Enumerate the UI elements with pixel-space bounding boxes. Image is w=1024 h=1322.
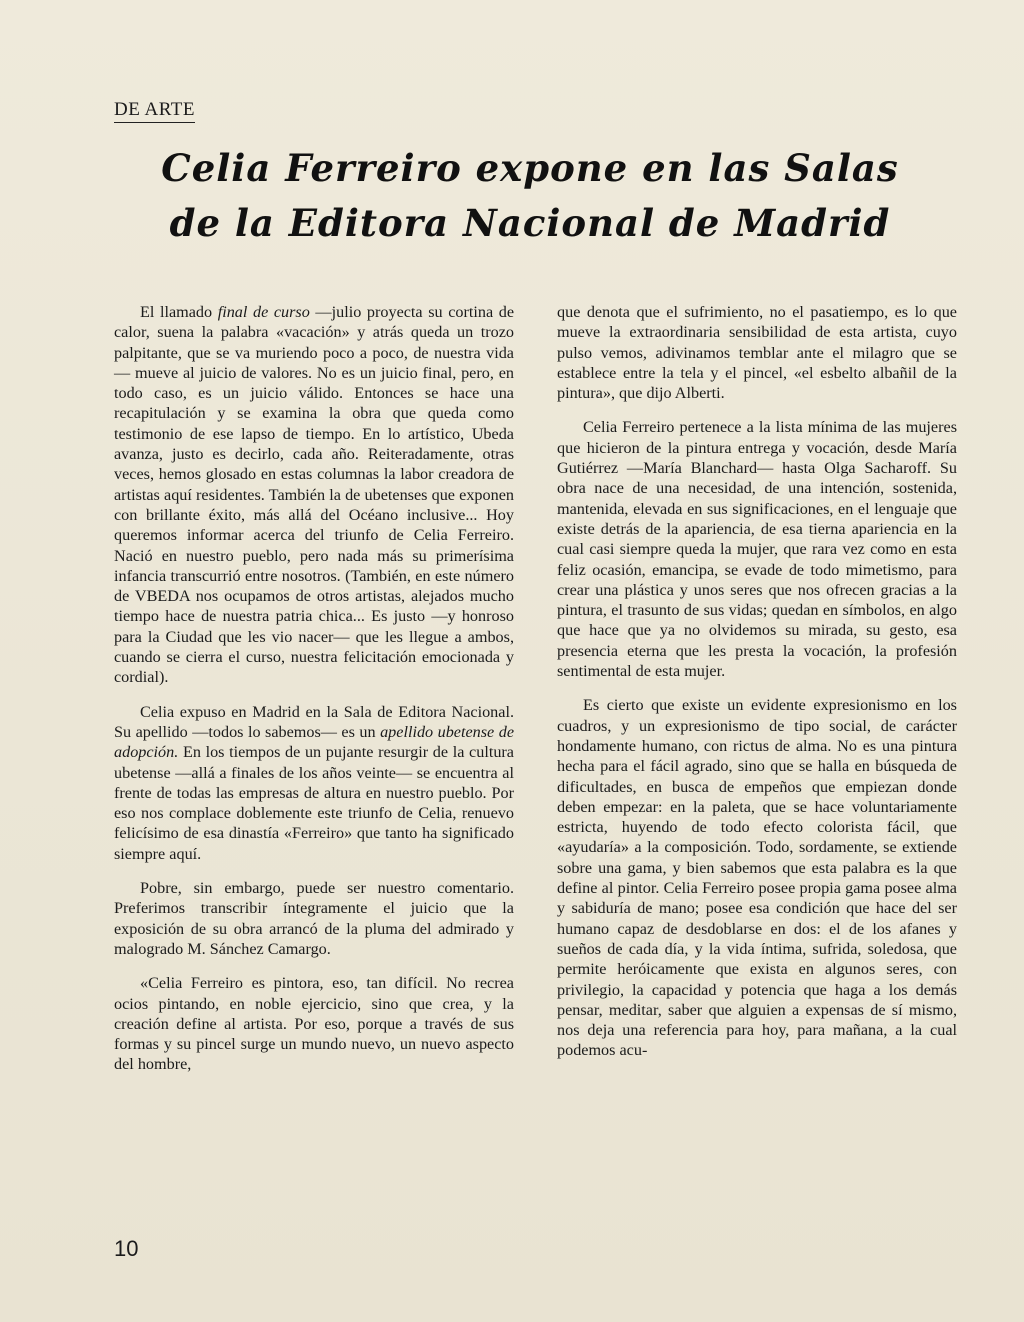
paragraph-text: —julio proyecta su cortina de calor, suena la palabra «vacación» y atrás queda un trozo palpitante, que se va muriendo poco a poco, de nuestra vida— mueve al juicio de valores. No es un juicio final, pero, en todo caso, es un juicio válido. Entonces se hace una recapitulación y se examina la obra que queda como testimonio de ese lapso de tiempo. En lo artístico, Ubeda avanza, justo es decirlo, cada año. Reiteradamente, otras veces, hemos glosado en estas columnas la labor creadora de artistas aquí residentes. También la de ubetenses que exponen con brillante éxito, más allá del Océano inclusive... Hoy queremos informar acerca del triunfo de Celia Ferreiro. Nació en nuestro pueblo, pero nada más su primerísima infancia transcurrió entre nosotros. (También, en este número de VBEDA nos ocupamos de otros artistas, alejados mucho tiempo hace de nuestra patria chica... Es justo —y honroso para la Ciudad que les vio nacer— que les llegue a ambos, cuando se cierra el curso, nuestra felicitación emocionada y cordial). [114,303,515,687]
right-column [557,302,957,1061]
paragraph: Pobre, sin embargo, puede ser nuestro comentario. Preferimos transcribir íntegramente el juicio que la exposición de su obra arrancó de la pluma del admirado y malogrado M. Sánchez Camargo. [114,879,514,958]
paragraph [114,702,514,864]
paragraph [114,302,514,688]
paragraph-text: El llamado [140,303,218,321]
section-label: DE ARTE [114,99,195,123]
article-title-line-1: Celia Ferreiro expone en las Salas [161,146,899,190]
article-title-line-2: de la Editora Nacional de Madrid [169,201,891,245]
left-column [114,302,514,1075]
paragraph: «Celia Ferreiro es pintora, eso, tan difícil. No recrea ocios pintando, en noble ejercicio, sino que crea, y la creación define al artista. Por eso, porque a través de sus formas y su pincel surge un mundo nuevo, un nuevo aspecto del hombre, [114,974,514,1074]
emphasis-text: apellido ubetense de adopción. [114,722,515,762]
page-number: 10 [114,1236,139,1261]
paragraph: Es cierto que existe un evidente expresionismo en los cuadros, y un expresionismo de tipo social, de carácter hondamente humano, con rictus de alma. No es una pintura hecha para el fácil agrado, sino que se halla en búsqueda de dificultades, en busca de empeños que empiezan donde deben empezar: en la paleta, que se hace voluntariamente estricta, huyendo de todo efecto colorista fácil, que «ayudaría» a la composición. Todo, sordamente, se extiende sobre una gama, y bien sabemos que esta palabra es la que define al pintor. Celia Ferreiro posee propia gama posee alma y sabiduría de mano; posee esa condición que hace del ser humano capaz de desdoblarse en dos: el de los afanes y sueños de cada día, y la vida íntima, sufrida, soledosa, que permite heróicamente que exista en algunos seres, con privilegio, la capacidad y potencia que haga a los demás pensar, meditar, saber que alguien a expensas de sí mismo, nos deja una referencia para hoy, para mañana, a la cual podemos acu- [557,696,957,1060]
paragraph-text: En los tiempos de un pujante resurgir de la cultura ubetense —allá a finales de los años veinte— se encuentra al frente de todas las empresas de altura en nuestro pueblo. Por eso nos complace doblemente este triunfo de Celia, renuevo felicísimo de esa dinastía «Ferreiro» que tanto ha significado siempre aquí. [114,743,514,863]
paragraph-continued: que denota que el sufrimiento, no el pasatiempo, es lo que mueve la extraordinaria sensibilidad de esta artista, cuyo pulso vemos, adivinamos temblar ante el milagro que se establece entre la tela y el pincel, «el esbelto albañil de la pintura», que dijo Alberti. [557,303,957,403]
emphasis-text: final de curso [217,303,310,321]
paragraph-text: Celia expuso en Madrid en la Sala de Editora Nacional. Su apellido —todos lo sabemos— es un [114,702,514,741]
paragraph: Celia Ferreiro pertenece a la lista mínima de las mujeres que hicieron de la pintura entrega y vocación, desde María Gutiérrez —María Blanchard— hasta Olga Sacharoff. Su obra nace de una necesidad, de una intención, sostenida, mantenida, elevada en sus significaciones, en el lenguaje que existe detrás de la apariencia, de esa tierna apariencia en la cual casi siempre queda la mujer, que rara vez como en esta feliz ocasión, emancipa, se evade de todo mimetismo, para crear una plástica y unos seres que nos ofrecen gracias a la pintura, el trasunto de sus vidas; quedan en símbolos, en algo que hace que ya no olvidemos su mirada, su gesto, esa presencia eterna que les presta la vocación, la profesión sentimental de esta mujer. [557,418,957,681]
